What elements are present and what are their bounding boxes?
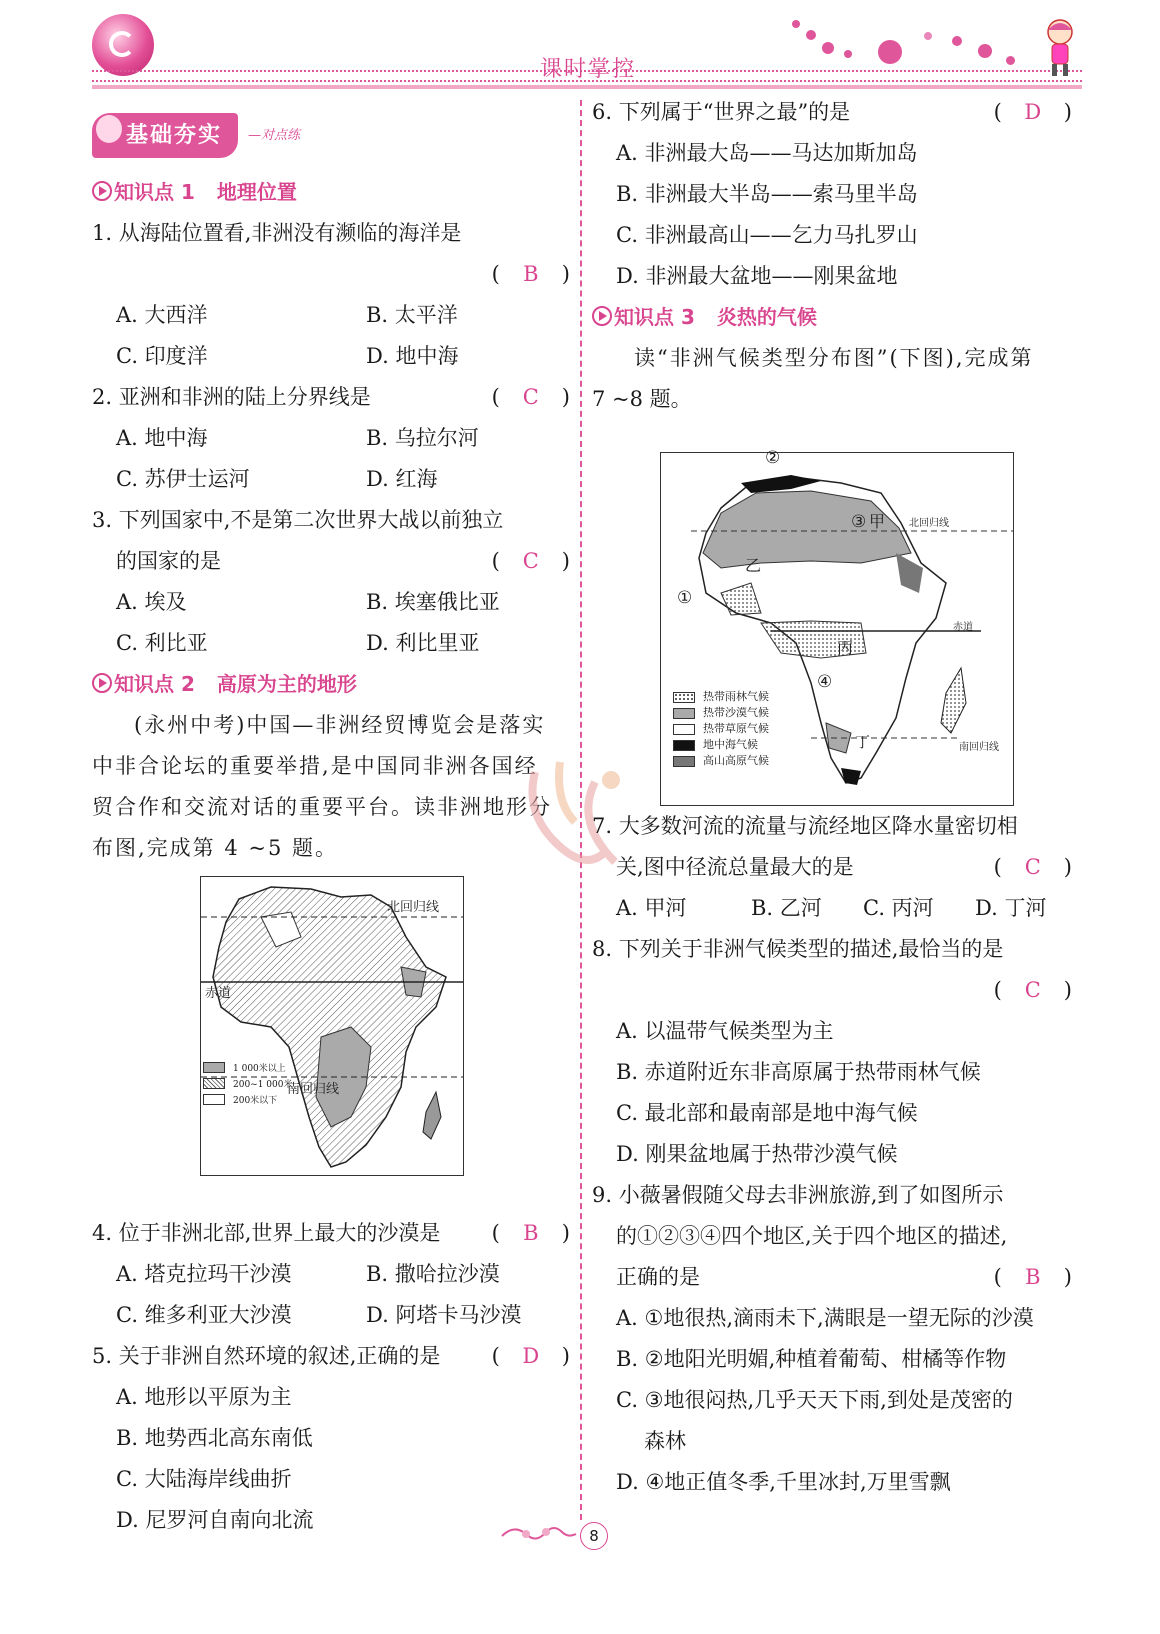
answer-slot: ( B ): [994, 1257, 1072, 1298]
decor-dot: [844, 50, 852, 58]
option: D. ④地正值冬季,千里冰封,万里雪飘: [616, 1470, 951, 1494]
answer-letter: C: [522, 385, 539, 409]
answer-letter: D: [522, 1344, 540, 1368]
option: A. 非洲最大岛——马达加斯加岛: [616, 141, 918, 165]
answer-letter: B: [1025, 1265, 1041, 1289]
footer-swirl-icon: [500, 1520, 578, 1550]
africa-terrain-outline: [201, 877, 463, 1175]
answer-slot: ( C ): [994, 847, 1072, 888]
option: D. 丁河: [975, 896, 1047, 920]
answer-slot: ( B ): [92, 254, 570, 295]
equator-label: 赤道: [953, 622, 973, 633]
tropic-south-label: 南回归线: [287, 1082, 340, 1097]
option: C. 维多利亚大沙漠: [116, 1303, 292, 1327]
river-yi: 乙: [745, 556, 762, 575]
question-5: 5. 关于非洲自然环境的叙述,正确的是 ( D ) A. 地形以平原为主 B. 地势西北高东南低 C. 大陆海岸线曲折 D. 尼罗河自南向北流: [92, 1336, 570, 1541]
reading-passage-4-5: (永州中考)中国—非洲经贸博览会是落实 中非合论坛的重要举措,是中国同非洲各国经 贸合作和交流对话的重要平台。读非洲地形分 布图,完成第 4 ~5 题。: [92, 713, 552, 860]
section-title: 基础夯实: [92, 113, 238, 158]
marker-1: ①: [677, 588, 693, 608]
option: C. 利比亚: [116, 631, 208, 655]
question-2: 2. 亚洲和非洲的陆上分界线是 ( C ) A. 地中海 B. 乌拉尔河 C. 苏伊士运河 D. 红海: [92, 377, 570, 500]
mascot-icon: [1040, 16, 1080, 78]
decor-dot: [822, 42, 834, 54]
river-bing: 丙: [837, 638, 854, 657]
decor-dot: [806, 30, 816, 40]
river-jia: 甲: [869, 512, 886, 531]
option: B. 乙河: [751, 896, 822, 920]
knowledge-point-1: 知识点 1 地理位置: [92, 172, 570, 213]
option-continuation: 森林: [644, 1429, 686, 1453]
option: A. 以温带气候类型为主: [616, 1019, 834, 1043]
marker-4: ④: [817, 672, 833, 692]
answer-letter: B: [523, 1221, 539, 1245]
option: A. 埃及: [116, 590, 187, 614]
question-7: 7. 大多数河流的流量与流经地区降水量密切相 关,图中径流总量最大的是 ( C ) A. 甲河 B. 乙河 C. 丙河 D. 丁河: [592, 806, 1072, 929]
option: B. 太平洋: [366, 303, 458, 327]
knowledge-point-2: 知识点 2 高原为主的地形: [92, 664, 570, 705]
option: C. 苏伊士运河: [116, 467, 250, 491]
option: C. 丙河: [863, 896, 934, 920]
option: D. 红海: [366, 467, 438, 491]
option: C. 最北部和最南部是地中海气候: [616, 1101, 918, 1125]
answer-letter: D: [1024, 100, 1042, 124]
answer-slot: ( C ): [592, 970, 1072, 1011]
option: B. ②地阳光明媚,种植着葡萄、柑橘等作物: [616, 1347, 1007, 1371]
option: D. 非洲最大盆地——刚果盆地: [616, 264, 898, 288]
equator-label: 赤道: [205, 986, 232, 1001]
knowledge-point-3: 知识点 3 炎热的气候: [592, 297, 1072, 338]
question-4: 4. 位于非洲北部,世界上最大的沙漠是 ( B ) A. 塔克拉玛干沙漠 B. 撒哈拉沙漠 C. 维多利亚大沙漠 D. 阿塔卡马沙漠: [92, 1213, 570, 1336]
map1-legend: 1 000米以上 200~1 000米 200米以下: [203, 1059, 293, 1107]
question-6: 6. 下列属于“世界之最”的是 ( D ) A. 非洲最大岛——马达加斯加岛 B. 非洲最大半岛——索马里半岛 C. 非洲最高山——乞力马扎罗山 D. 非洲最大盆地——刚果盆地: [592, 92, 1072, 297]
option: A. 大西洋: [116, 303, 208, 327]
option: B. 撒哈拉沙漠: [366, 1262, 500, 1286]
question-9: 9. 小薇暑假随父母去非洲旅游,到了如图所示 的①②③④四个地区,关于四个地区的描述, 正确的是 ( B ) A. ①地很热,滴雨未下,满眼是一望无际的沙漠 B. ②地阳光明媚,种植着葡萄、柑橘等作物 C. ③地很闷热,几乎天天下雨,到处是茂密的 森林 D. ④地正值冬季,千里冰封,万里雪飘: [592, 1175, 1072, 1503]
option: C. 大陆海岸线曲折: [116, 1467, 292, 1491]
question-1: 1. 从海陆位置看,非洲没有濒临的海洋是 ( B ) A. 大西洋 B. 太平洋 C. 印度洋 D. 地中海: [92, 213, 570, 377]
option: A. 地形以平原为主: [116, 1385, 292, 1409]
africa-climate-map: [660, 448, 1014, 806]
tropic-south-label: 南回归线: [959, 742, 999, 753]
decor-dot: [952, 36, 962, 46]
option: B. 赤道附近东非高原属于热带雨林气候: [616, 1060, 981, 1084]
play-icon: [92, 181, 112, 201]
answer-slot: ( D ): [492, 1336, 570, 1377]
decor-dot: [978, 44, 992, 58]
play-icon: [92, 673, 112, 693]
question-3: 3. 下列国家中,不是第二次世界大战以前独立 的国家的是 ( C ) A. 埃及 B. 埃塞俄比亚 C. 利比亚 D. 利比里亚: [92, 500, 570, 664]
answer-slot: ( C ): [492, 377, 570, 418]
reading-passage-7-8: 读“非洲气候类型分布图”(下图),完成第 7 ~8 题。: [592, 346, 1034, 411]
header-bar: [92, 85, 1082, 89]
answer-slot: ( D ): [994, 92, 1072, 133]
answer-letter: C: [1024, 978, 1041, 1002]
section-heading: [92, 100, 570, 170]
africa-terrain-map: [200, 876, 464, 1176]
option: B. 乌拉尔河: [366, 426, 479, 450]
answer-letter: B: [523, 262, 539, 286]
left-column: [92, 100, 570, 1541]
decor-dot: [792, 20, 800, 28]
decor-dot: [878, 40, 902, 64]
answer-slot: ( B ): [492, 1213, 570, 1254]
map2-legend: 热带雨林气候 热带沙漠气候 热带草原气候 地中海气候 高山高原气候: [673, 689, 769, 769]
option: A. ①地很热,滴雨未下,满眼是一望无际的沙漠: [616, 1306, 1034, 1330]
option: D. 利比里亚: [366, 631, 480, 655]
option: A. 塔克拉玛干沙漠: [116, 1262, 292, 1286]
answer-slot: ( C ): [492, 541, 570, 582]
page-header: [92, 14, 1082, 94]
tropic-north-label: 北回归线: [387, 900, 440, 915]
decor-dot: [1006, 56, 1015, 65]
answer-letter: C: [522, 549, 539, 573]
option: D. 地中海: [366, 344, 459, 368]
option: B. 非洲最大半岛——索马里半岛: [616, 182, 918, 206]
option: D. 刚果盆地属于热带沙漠气候: [616, 1142, 898, 1166]
marker-3: ③: [851, 512, 867, 532]
option: D. 阿塔卡马沙漠: [366, 1303, 522, 1327]
logo-icon: [92, 14, 154, 76]
option: A. 地中海: [116, 426, 208, 450]
header-title: 课时掌控: [540, 57, 637, 82]
page-footer: [500, 1518, 680, 1558]
option: C. 印度洋: [116, 344, 208, 368]
question-8: 8. 下列关于非洲气候类型的描述,最恰当的是 ( C ) A. 以温带气候类型为主 B. 赤道附近东非高原属于热带雨林气候 C. 最北部和最南部是地中海气候 D. 刚果盆地属于热带沙漠气候: [592, 929, 1072, 1175]
option: C. 非洲最高山——乞力马扎罗山: [616, 223, 918, 247]
option: A. 甲河: [616, 896, 687, 920]
decor-dot: [924, 32, 932, 40]
section-subtitle: —对点练: [248, 127, 301, 143]
option: D. 尼罗河自南向北流: [116, 1508, 314, 1532]
option: C. ③地很闷热,几乎天天下雨,到处是茂密的: [616, 1388, 1013, 1412]
tropic-north-label: 北回归线: [909, 518, 949, 529]
marker-2: ②: [765, 448, 781, 468]
option: B. 埃塞俄比亚: [366, 590, 500, 614]
answer-letter: C: [1024, 855, 1041, 879]
river-ding: 丁: [855, 733, 871, 751]
option: B. 地势西北高东南低: [116, 1426, 313, 1450]
page-number: 8: [580, 1522, 608, 1550]
play-icon: [592, 306, 612, 326]
